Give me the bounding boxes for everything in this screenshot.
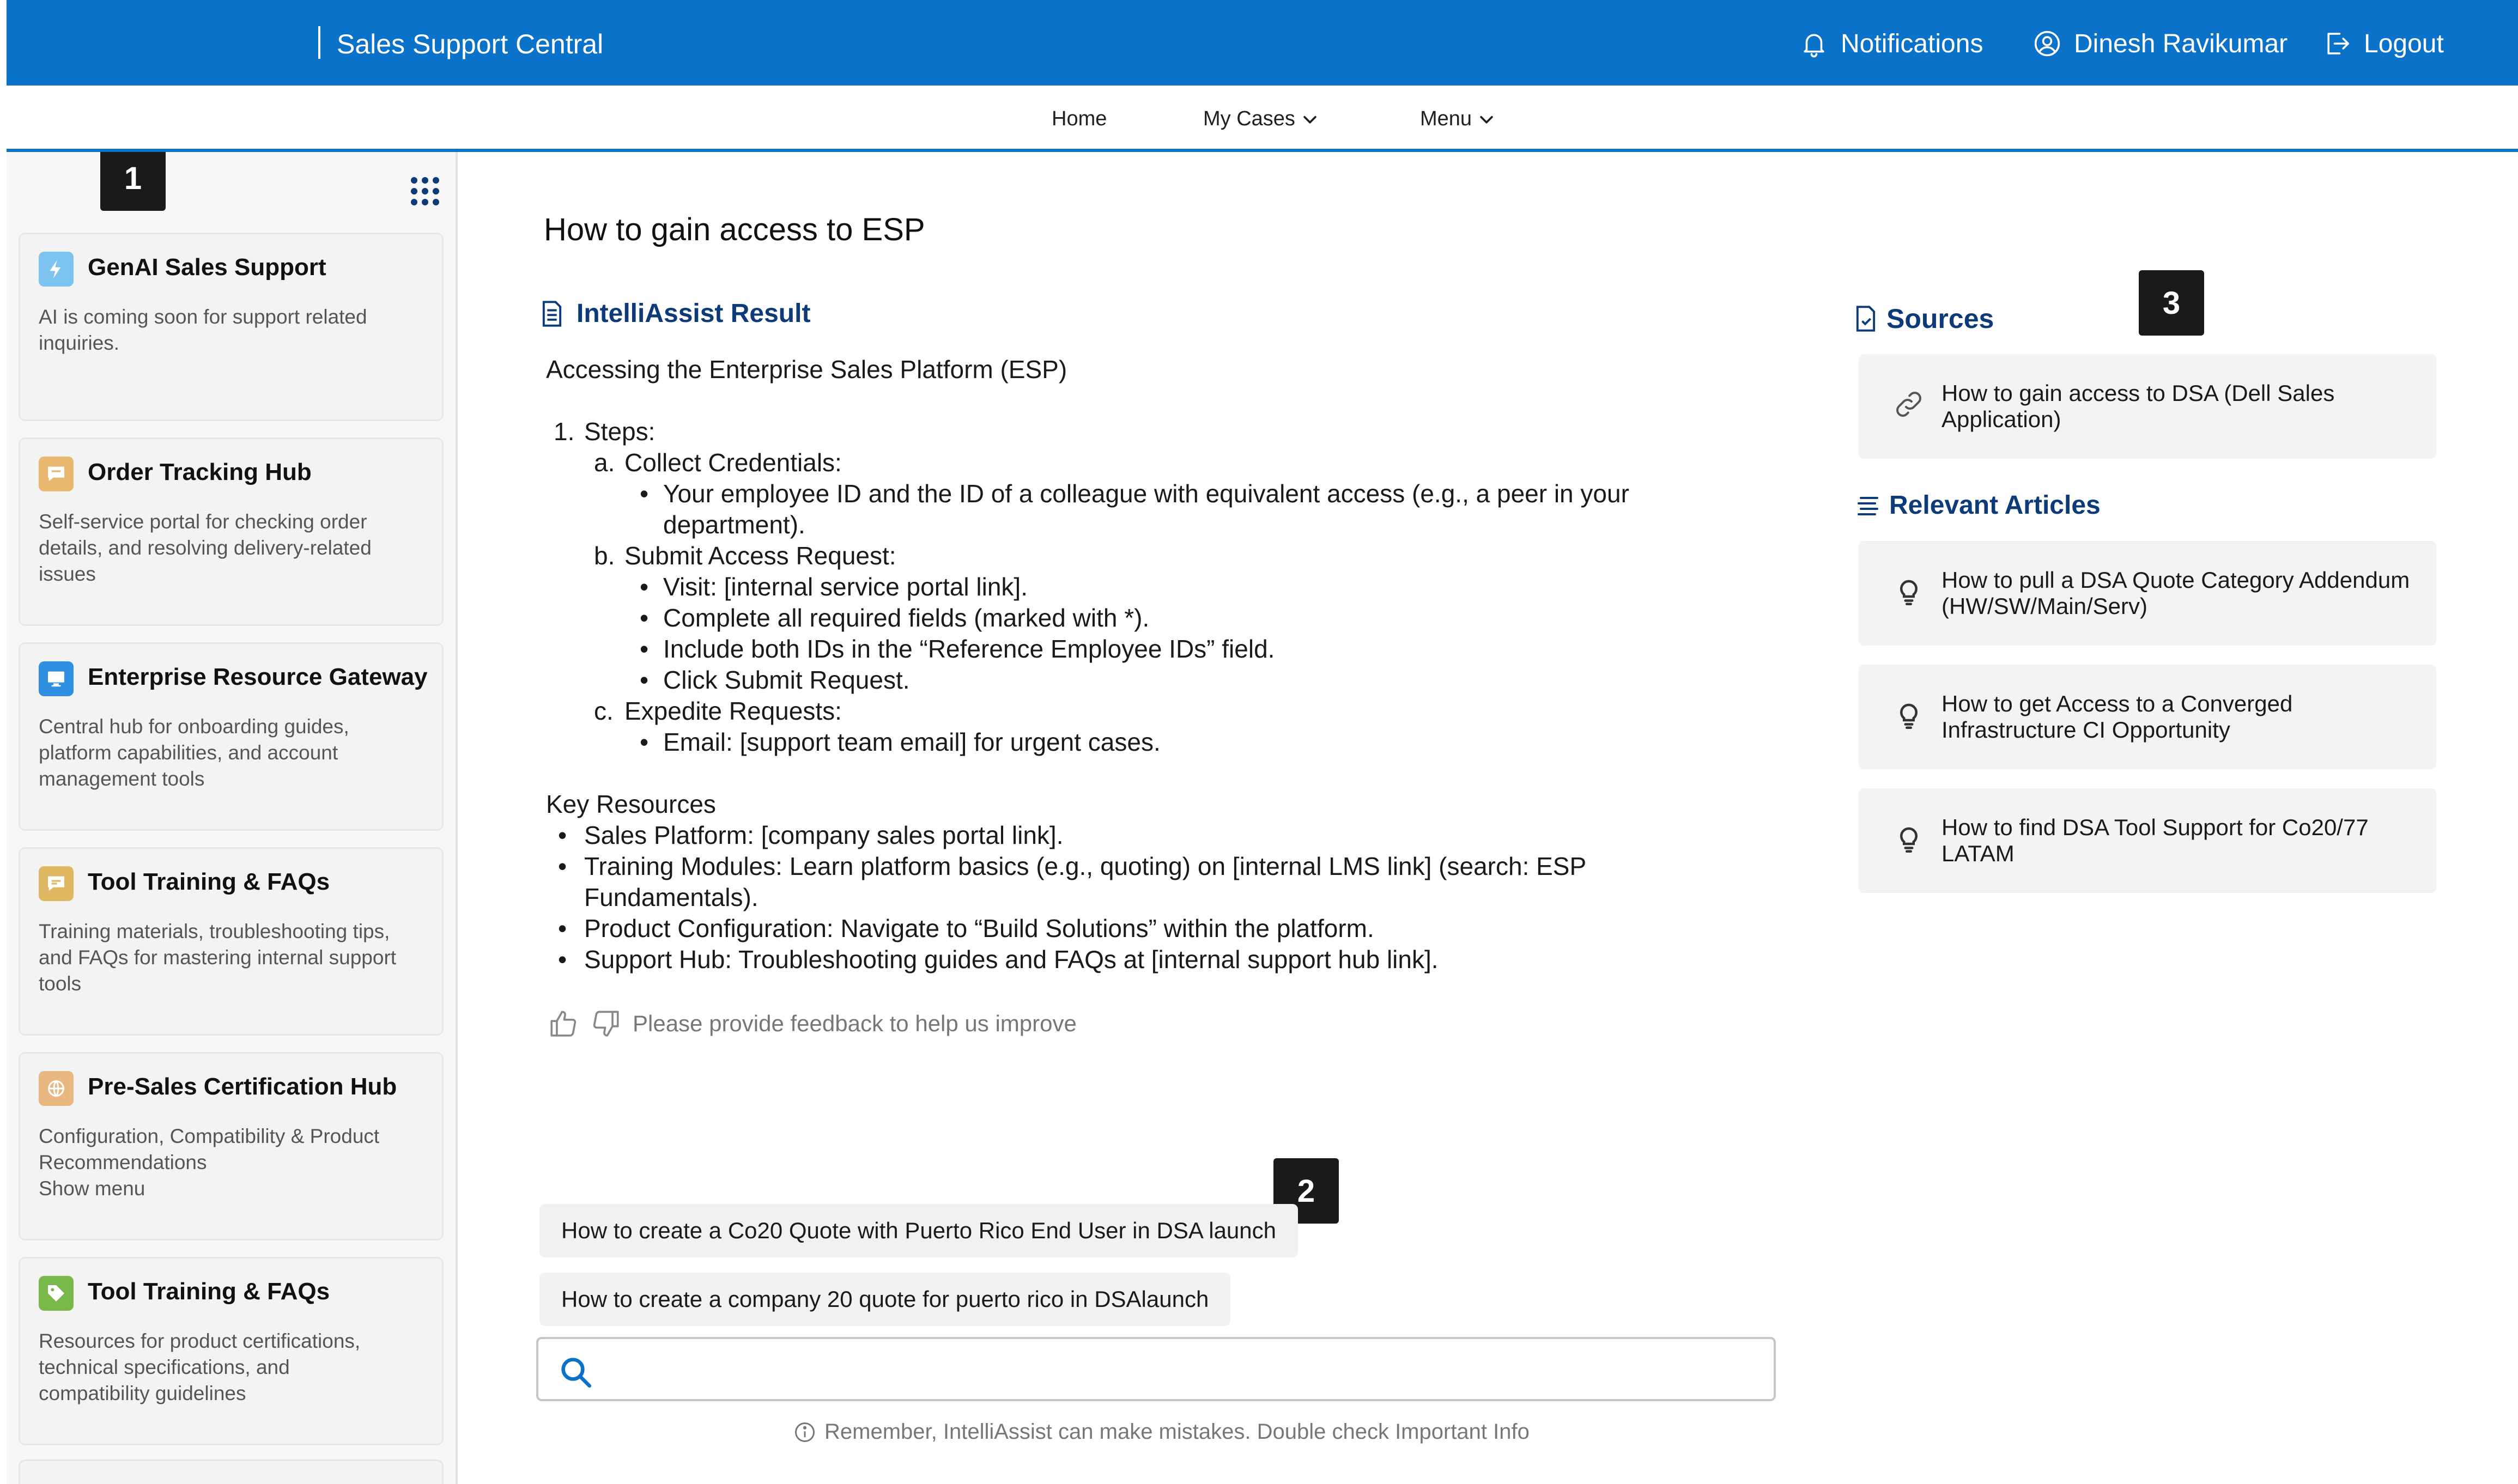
relevant-articles-label: Relevant Articles <box>1889 491 2101 520</box>
suggestion-chip[interactable]: How to create a Co20 Quote with Puerto Rico End User in DSA launch <box>539 1204 1298 1257</box>
search-icon <box>558 1354 594 1390</box>
list-item <box>546 913 1767 944</box>
list-item-text: Training Modules: Learn platform basics (e.g., quoting) on [internal LMS link] (search: ESP <box>584 852 1587 880</box>
answer-heading: Accessing the Enterprise Sales Platform (ESP) <box>546 355 1067 384</box>
chat-icon <box>39 457 74 491</box>
feedback-text: Please provide feedback to help us improve <box>633 1011 1077 1036</box>
article-card[interactable] <box>1859 788 2436 893</box>
page-title: How to gain access to ESP <box>544 212 925 247</box>
bell-icon <box>1799 29 1829 58</box>
steps-label: Steps: <box>584 417 656 446</box>
step-c-line <box>546 696 1767 727</box>
search-bar <box>536 1337 1776 1401</box>
sidebar <box>7 152 458 1484</box>
bullet-icon: • <box>640 604 649 632</box>
nav-home-label: Home <box>1052 107 1107 130</box>
card-title: Enterprise Resource Gateway <box>88 664 428 690</box>
list-letter: c. <box>594 697 614 725</box>
card-description: Configuration, Compatibility & Product Recommendations Show menu <box>39 1125 380 1200</box>
logout-button[interactable] <box>2322 24 2444 63</box>
sidebar-card-order-tracking-hub[interactable] <box>19 437 444 626</box>
nav-menu[interactable] <box>1420 107 1496 131</box>
article-card[interactable] <box>1859 665 2436 769</box>
chevron-down-icon <box>1477 110 1496 129</box>
article-title: How to pull a DSA Quote Category Addendum (HW/SW/Main/Serv) <box>1941 567 2410 619</box>
article-card[interactable] <box>1859 541 2436 646</box>
step-c-title: Expedite Requests: <box>624 697 842 725</box>
bullet-icon: • <box>640 573 649 601</box>
articles-list-icon <box>1855 491 1882 520</box>
step-b-title: Submit Access Request: <box>624 542 896 570</box>
chevron-down-icon <box>1301 110 1319 129</box>
sidebar-card-pre-sales-certification-hub[interactable] <box>19 1052 444 1240</box>
card-title: Tool Training & FAQs <box>88 1278 330 1305</box>
monitor-icon <box>39 661 74 696</box>
nav-home[interactable] <box>1052 107 1107 131</box>
list-item-text: Product Configuration: Navigate to “Build Solutions” within the platform. <box>584 914 1374 942</box>
bullet-icon: • <box>640 635 649 663</box>
nav-my-cases[interactable] <box>1203 107 1319 131</box>
lightbulb-icon <box>1892 575 1925 607</box>
card-description: AI is coming soon for support related inquiries. <box>39 306 367 354</box>
sidebar-card-genai-sales-support[interactable] <box>19 233 444 421</box>
card-description: Central hub for onboarding guides, platform capabilities, and account management tools <box>39 715 349 790</box>
annotation-marker-1: 1 <box>100 152 166 211</box>
bullet-icon: • <box>558 914 567 942</box>
relevant-articles-heading <box>1855 490 2101 520</box>
document-icon <box>1853 305 1879 333</box>
card-description: Training materials, troubleshooting tips, and FAQs for mastering internal support tools <box>39 920 397 995</box>
list-item-text: Email: [support team email] for urgent cases. <box>663 728 1161 756</box>
info-icon <box>793 1420 817 1444</box>
step-b-line <box>546 540 1767 571</box>
chat-icon <box>39 866 74 901</box>
lightbulb-icon <box>1892 698 1925 731</box>
card-title: GenAI Sales Support <box>88 254 326 281</box>
list-item-continuation <box>546 509 1767 540</box>
lightbulb-icon <box>1892 822 1925 855</box>
annotation-marker-2: 2 <box>1273 1158 1339 1224</box>
feedback-row <box>548 1008 1077 1039</box>
sidebar-card-partial[interactable] <box>19 1459 444 1484</box>
spacer <box>546 758 1767 789</box>
bullet-icon: • <box>558 852 567 880</box>
bullet-icon: • <box>640 666 649 694</box>
result-label: IntelliAssist Result <box>577 299 811 328</box>
card-description: Resources for product certifications, technical specifications, and compatibility guidelines <box>39 1330 361 1404</box>
logout-icon <box>2322 29 2352 58</box>
disclaimer <box>793 1420 1530 1444</box>
nav-menu-label: Menu <box>1420 107 1472 130</box>
sidebar-card-tool-training-faqs-2[interactable] <box>19 1257 444 1445</box>
annotation-marker-3: 3 <box>2139 270 2204 336</box>
card-description: Self-service portal for checking order details, and resolving delivery-related issues <box>39 510 372 585</box>
intelliassist-result-heading <box>539 299 810 329</box>
list-item-text: Support Hub: Troubleshooting guides and FAQs at [internal support hub link]. <box>584 945 1439 974</box>
list-item <box>546 727 1767 758</box>
list-item-text: Fundamentals). <box>584 883 759 911</box>
user-circle-icon <box>2032 29 2062 58</box>
list-number: 1. <box>554 417 575 446</box>
list-item <box>546 820 1767 851</box>
tag-icon <box>39 1276 74 1311</box>
main-navigation <box>7 86 2518 152</box>
source-title: How to gain access to DSA (Dell Sales Application) <box>1941 380 2335 432</box>
sources-label: Sources <box>1886 303 1994 334</box>
sidebar-card-tool-training-faqs[interactable] <box>19 847 444 1036</box>
bullet-icon: • <box>558 821 567 849</box>
bullet-icon: • <box>640 728 649 756</box>
bullet-icon: • <box>640 479 649 508</box>
list-item-text: Visit: [internal service portal link]. <box>663 573 1028 601</box>
brand-divider <box>318 26 320 59</box>
list-item-text: Click Submit Request. <box>663 666 910 694</box>
notifications-button[interactable] <box>1799 24 1983 63</box>
sources-heading <box>1853 303 1994 334</box>
link-icon <box>1892 388 1925 421</box>
nav-my-cases-label: My Cases <box>1203 107 1295 130</box>
search-input[interactable] <box>609 1350 1754 1388</box>
list-item-continuation <box>546 882 1767 913</box>
step-a-line <box>546 447 1767 478</box>
list-item <box>546 478 1767 509</box>
list-item <box>546 665 1767 696</box>
globe-icon <box>39 1071 74 1106</box>
list-item <box>546 634 1767 665</box>
card-title: Pre-Sales Certification Hub <box>88 1073 397 1100</box>
document-icon <box>539 300 565 328</box>
list-item-text: Include both IDs in the “Reference Employee IDs” field. <box>663 635 1275 663</box>
list-item <box>546 944 1767 975</box>
steps-line <box>546 416 1767 447</box>
list-item-text: Complete all required fields (marked with *). <box>663 604 1150 632</box>
disclaimer-text: Remember, IntelliAssist can make mistakes. Double check Important Info <box>824 1420 1530 1444</box>
logout-label: Logout <box>2364 29 2444 58</box>
key-resources-title: Key Resources <box>546 790 716 818</box>
list-item <box>546 571 1767 603</box>
list-item <box>546 603 1767 634</box>
bullet-icon: • <box>558 945 567 974</box>
user-profile-button[interactable] <box>2032 24 2288 63</box>
app-title: Sales Support Central <box>337 29 604 59</box>
list-item-text: Your employee ID and the ID of a colleague with equivalent access (e.g., a peer in your <box>663 479 1629 508</box>
user-name: Dinesh Ravikumar <box>2074 29 2288 58</box>
step-a-title: Collect Credentials: <box>624 448 842 477</box>
suggestion-chip[interactable]: How to create a company 20 quote for puerto rico in DSAlaunch <box>539 1273 1230 1326</box>
notifications-label: Notifications <box>1841 29 1983 58</box>
article-title: How to find DSA Tool Support for Co20/77 LATAM <box>1941 814 2369 866</box>
article-title: How to get Access to a Converged Infrastructure CI Opportunity <box>1941 691 2293 743</box>
list-letter: b. <box>594 542 615 570</box>
thumbs-down-icon[interactable] <box>590 1008 622 1039</box>
top-header-bar <box>7 0 2518 86</box>
sidebar-card-enterprise-resource-gateway[interactable] <box>19 642 444 831</box>
apps-grid-icon[interactable] <box>409 175 441 208</box>
card-title: Tool Training & FAQs <box>88 868 330 895</box>
list-item-text: department). <box>663 510 805 539</box>
source-link-card[interactable] <box>1859 354 2436 459</box>
answer-body <box>546 354 1767 975</box>
list-item <box>546 851 1767 882</box>
list-item-text: Sales Platform: [company sales portal link]. <box>584 821 1064 849</box>
spacer <box>546 385 1767 416</box>
bolt-icon <box>39 252 74 287</box>
card-title: Order Tracking Hub <box>88 459 312 485</box>
thumbs-up-icon[interactable] <box>548 1008 579 1039</box>
list-letter: a. <box>594 448 615 477</box>
